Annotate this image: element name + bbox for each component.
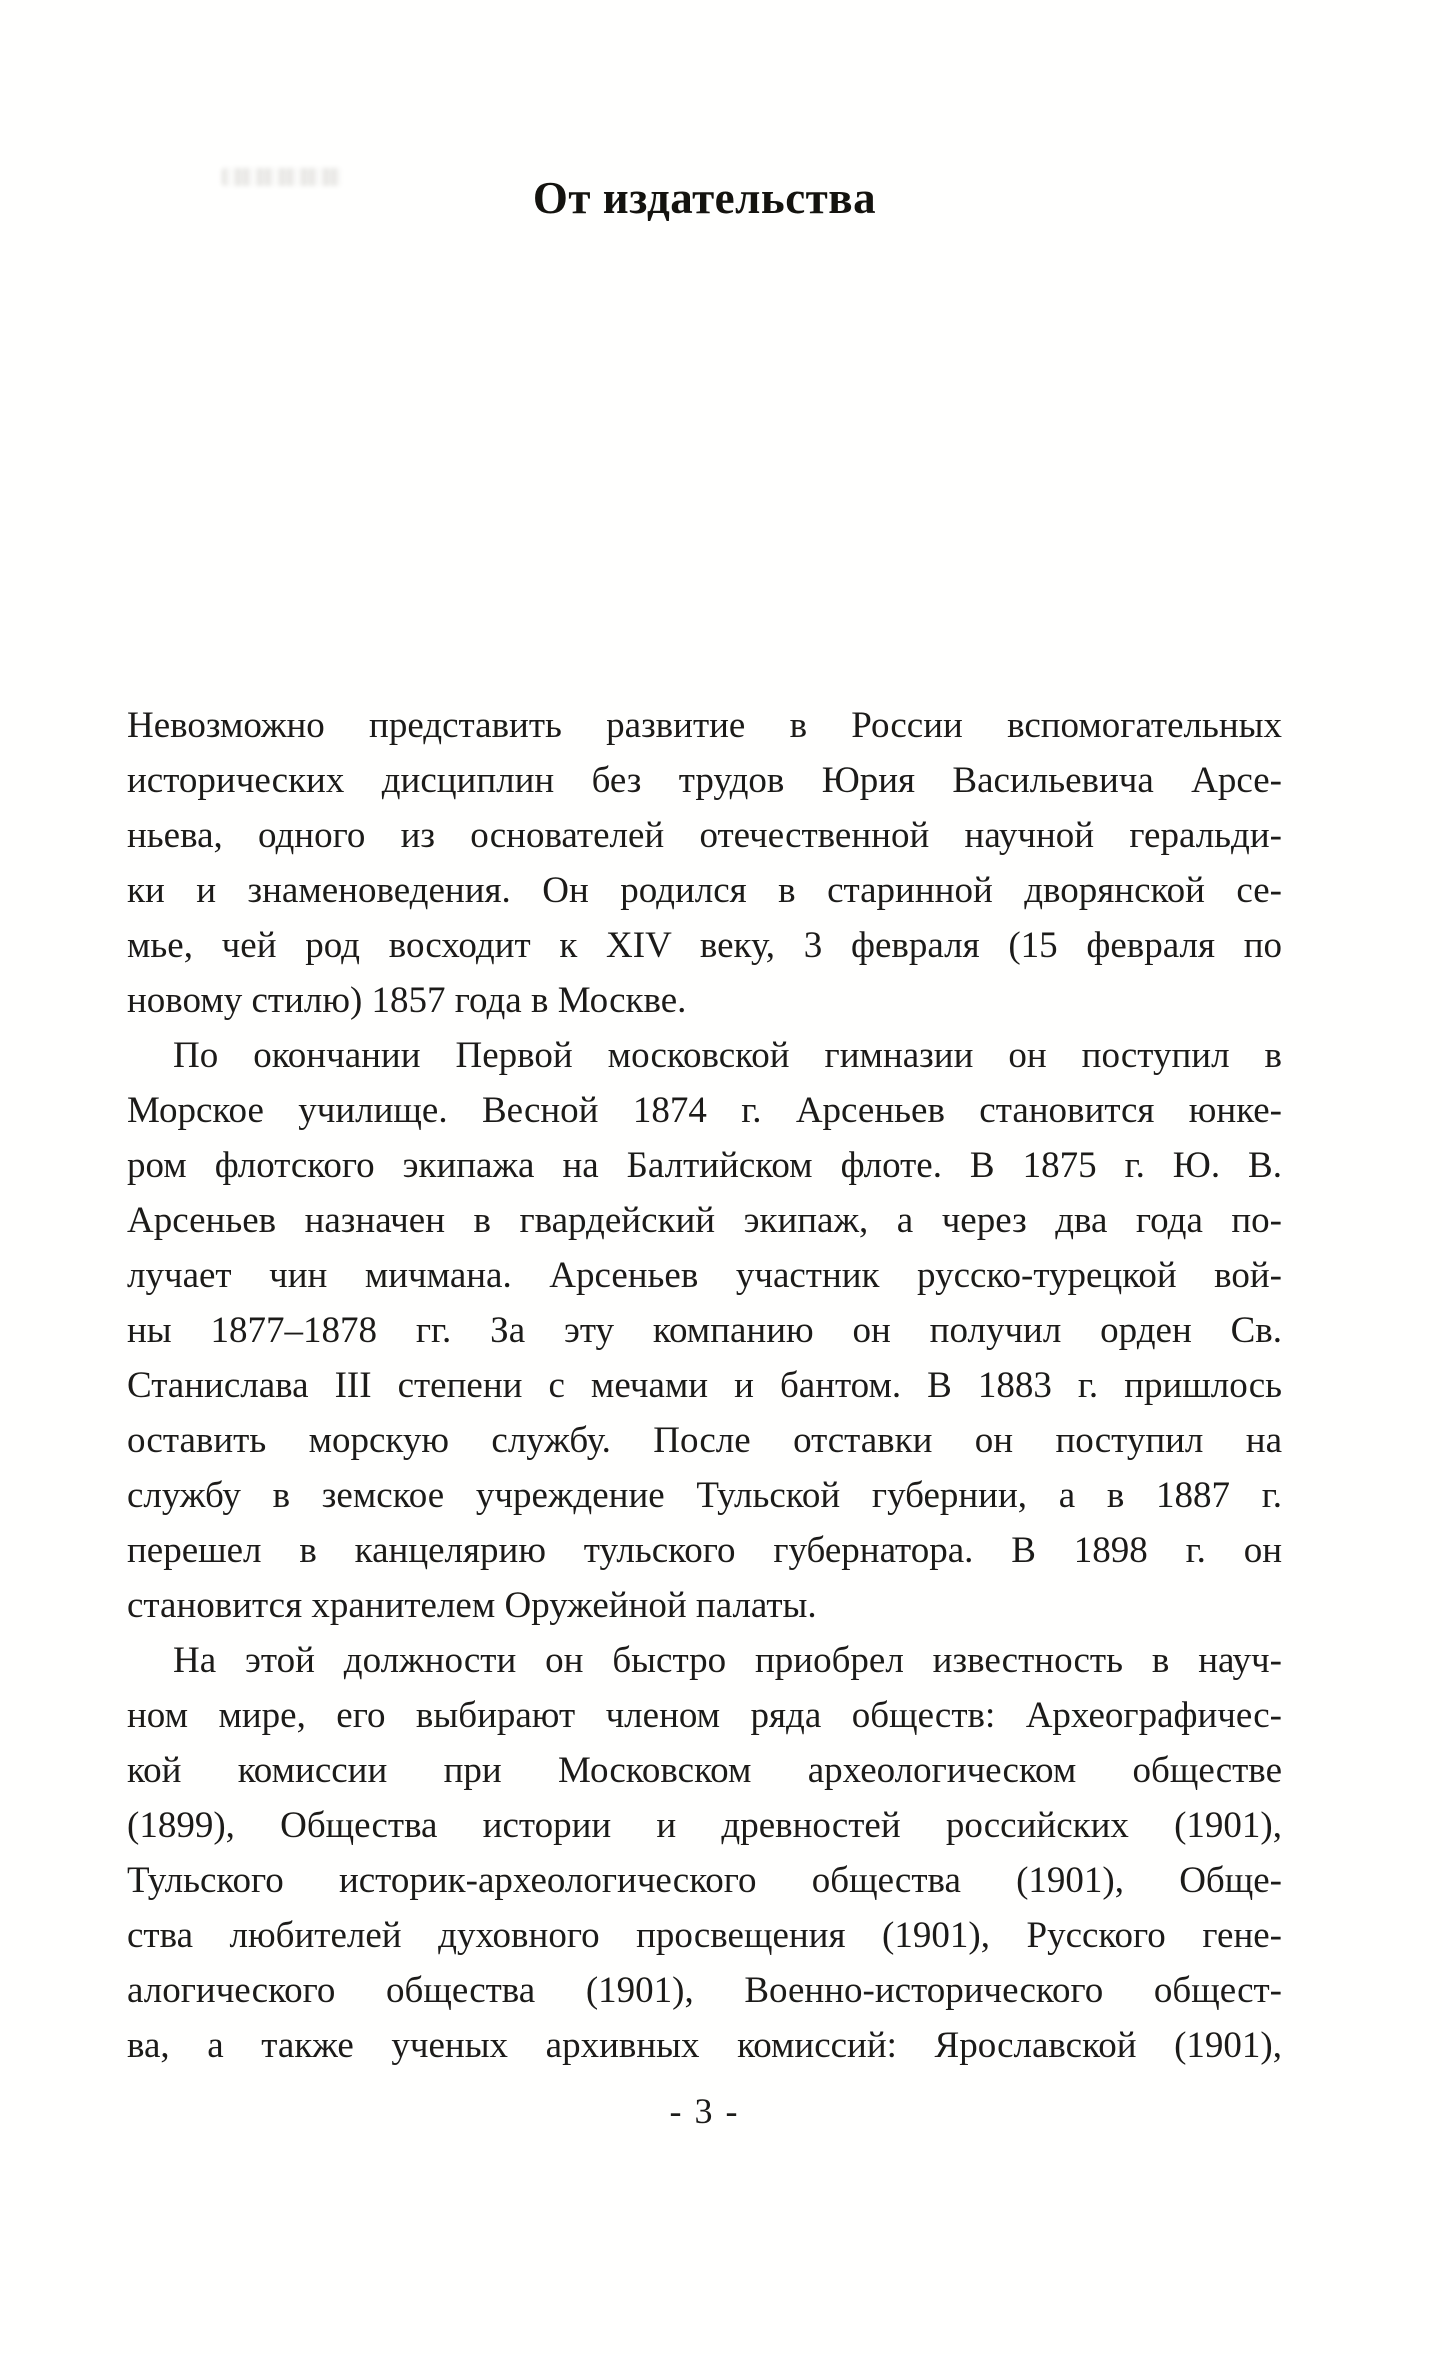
text-line: становится хранителем Оружейной палаты. xyxy=(127,1585,817,1626)
text-line: оставить морскую службу. После отставки он поступил на xyxy=(127,1420,1282,1461)
text-line: ньева, одного из основателей отечественной научной геральди- xyxy=(127,815,1282,856)
text-line: (1899), Общества истории и древностей российских (1901), xyxy=(127,1805,1282,1846)
text-line: Станислава III степени с мечами и бантом. В 1883 г. пришлось xyxy=(127,1365,1282,1406)
text-line: Арсеньев назначен в гвардейский экипаж, а через два года по- xyxy=(127,1200,1282,1241)
page-number: - 3 - xyxy=(669,2091,740,2131)
text-line: кой комиссии при Московском археологическом обществе xyxy=(127,1750,1282,1791)
body-text xyxy=(127,698,1282,2073)
text-line: ки и знаменоведения. Он родился в старинной дворянской се- xyxy=(127,870,1282,911)
text-line: Тульского историк-археологического общества (1901), Обще- xyxy=(127,1860,1282,1901)
text-line: ва, а также ученых архивных комиссий: Ярославской (1901), xyxy=(127,2025,1282,2066)
text-line: По окончании Первой московской гимназии он поступил в xyxy=(173,1035,1282,1076)
text-line: лучает чин мичмана. Арсеньев участник русско-турецкой вой- xyxy=(127,1255,1282,1296)
text-line: мье, чей род восходит к XIV веку, 3 февраля (15 февраля по xyxy=(127,925,1282,966)
text-line: ства любителей духовного просвещения (1901), Русского гене- xyxy=(127,1915,1282,1956)
text-line: На этой должности он быстро приобрел известность в науч- xyxy=(173,1640,1282,1681)
text-line: перешел в канцелярию тульского губернатора. В 1898 г. он xyxy=(127,1530,1282,1571)
text-line: Морское училище. Весной 1874 г. Арсеньев становится юнке- xyxy=(127,1090,1282,1131)
text-line: ром флотского экипажа на Балтийском флоте. В 1875 г. Ю. В. xyxy=(127,1145,1282,1186)
text-line: Невозможно представить развитие в России вспомогательных xyxy=(127,705,1282,746)
text-line: алогического общества (1901), Военно-исторического общест- xyxy=(127,1970,1282,2011)
text-line: новому стилю) 1857 года в Москве. xyxy=(127,980,687,1021)
text-line: ном мире, его выбирают членом ряда обществ: Археографичес- xyxy=(127,1695,1282,1736)
text-line: ны 1877–1878 гг. За эту компанию он получил орден Св. xyxy=(127,1310,1282,1351)
text-line: исторических дисциплин без трудов Юрия Васильевича Арсе- xyxy=(127,760,1282,801)
text-line: службу в земское учреждение Тульской губернии, а в 1887 г. xyxy=(127,1475,1282,1516)
page-heading: От издательства xyxy=(532,173,877,224)
